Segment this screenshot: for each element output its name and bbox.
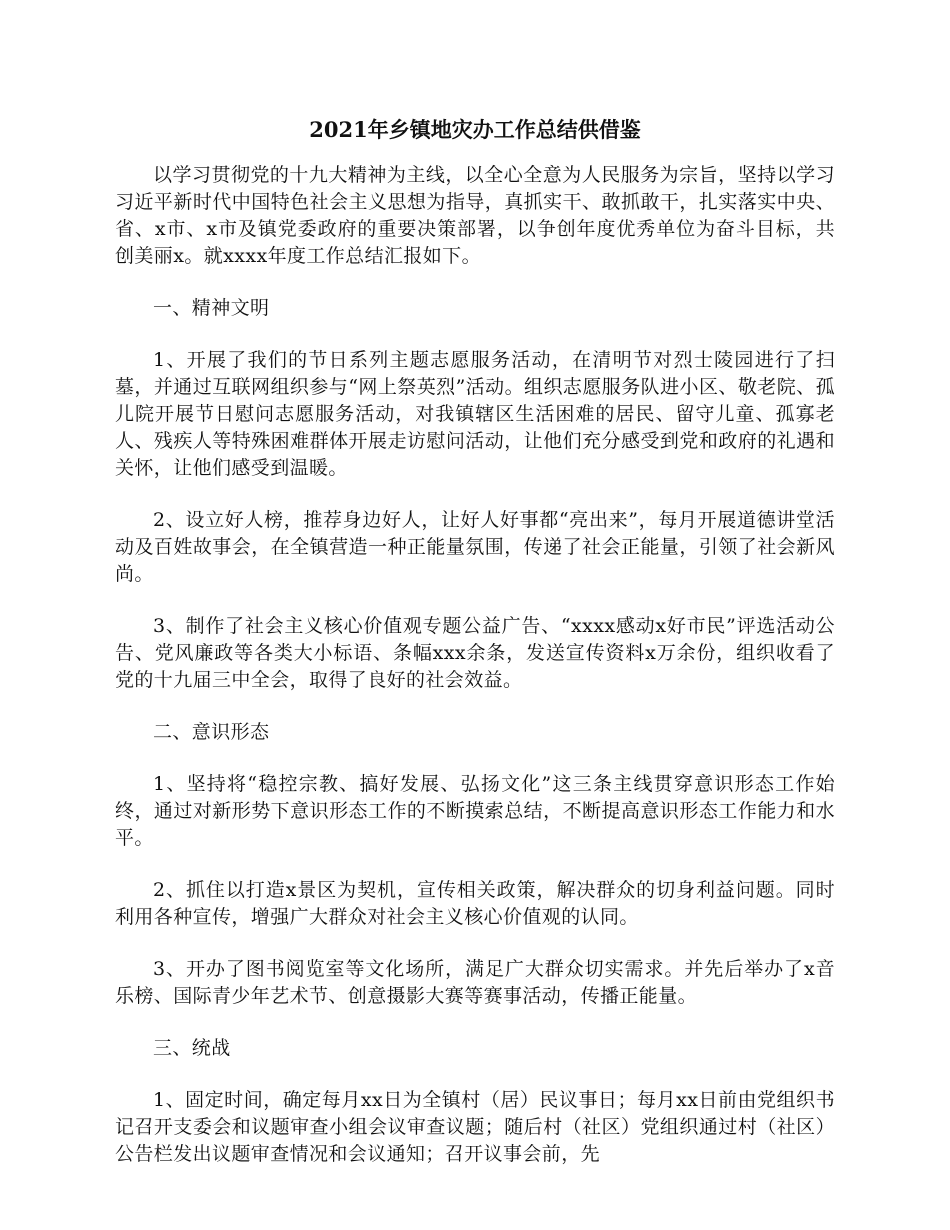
section-heading-ideology: 二、意识形态 xyxy=(153,721,270,743)
section-3-item-1: 1、固定时间，确定每月xx日为全镇村（居）民议事日；每月xx日前由党组织书记召开支委会和议题审查小组会议审查议题；随后村（社区）党组织通过村（社区）公告栏发出议题审查情况和会议通知；召开议事会前，先 xyxy=(115,1089,835,1165)
section-2-item-1: 1、坚持将“稳控宗教、搞好发展、弘扬文化”这三条主线贯穿意识形态工作始终，通过对新形势下意识形态工作的不断摸索总结，不断提高意识形态工作能力和水平。 xyxy=(115,773,835,849)
intro-paragraph: 以学习贯彻党的十九大精神为主线，以全心全意为人民服务为宗旨，坚持以学习习近平新时代中国特色社会主义思想为指导，真抓实干、敢抓敢干，扎实落实中央、省、x市、x市及镇党委政府的重要决策部署，以争创年度优秀单位为奋斗目标，共创美丽x。就xxxx年度工作总结汇报如下。 xyxy=(115,164,835,267)
section-1-item-2: 2、设立好人榜，推荐身边好人，让好人好事都“亮出来”，每月开展道德讲堂活动及百姓故事会，在全镇营造一种正能量氛围，传递了社会正能量，引领了社会新风尚。 xyxy=(115,509,835,585)
section-heading-spiritual-civilization: 一、精神文明 xyxy=(153,297,270,319)
section-2-item-2: 2、抓住以打造x景区为契机，宣传相关政策，解决群众的切身利益问题。同时利用各种宣传，增强广大群众对社会主义核心价值观的认同。 xyxy=(115,879,835,928)
section-heading-united-front: 三、统战 xyxy=(153,1037,231,1059)
document-body xyxy=(115,162,835,1193)
section-2-item-3: 3、开办了图书阅览室等文化场所，满足广大群众切实需求。并先后举办了x音乐榜、国际青少年艺术节、创意摄影大赛等赛事活动，传播正能量。 xyxy=(115,958,835,1007)
document-title: 2021年乡镇地灾办工作总结供借鉴 xyxy=(309,117,641,142)
section-1-item-1: 1、开展了我们的节日系列主题志愿服务活动，在清明节对烈士陵园进行了扫墓，并通过互联网组织参与“网上祭英烈”活动。组织志愿服务队进小区、敬老院、孤儿院开展节日慰问志愿服务活动，对我镇辖区生活困难的居民、留守儿童、孤寡老人、残疾人等特殊困难群体开展走访慰问活动，让他们充分感受到党和政府的礼遇和关怀，让他们感受到温暖。 xyxy=(115,349,835,479)
section-1-item-3: 3、制作了社会主义核心价值观专题公益广告、“xxxx感动x好市民”评选活动公告、党风廉政等各类大小标语、条幅xxx余条，发送宣传资料x万余份，组织收看了党的十九届三中全会，取得了良好的社会效益。 xyxy=(115,615,835,691)
